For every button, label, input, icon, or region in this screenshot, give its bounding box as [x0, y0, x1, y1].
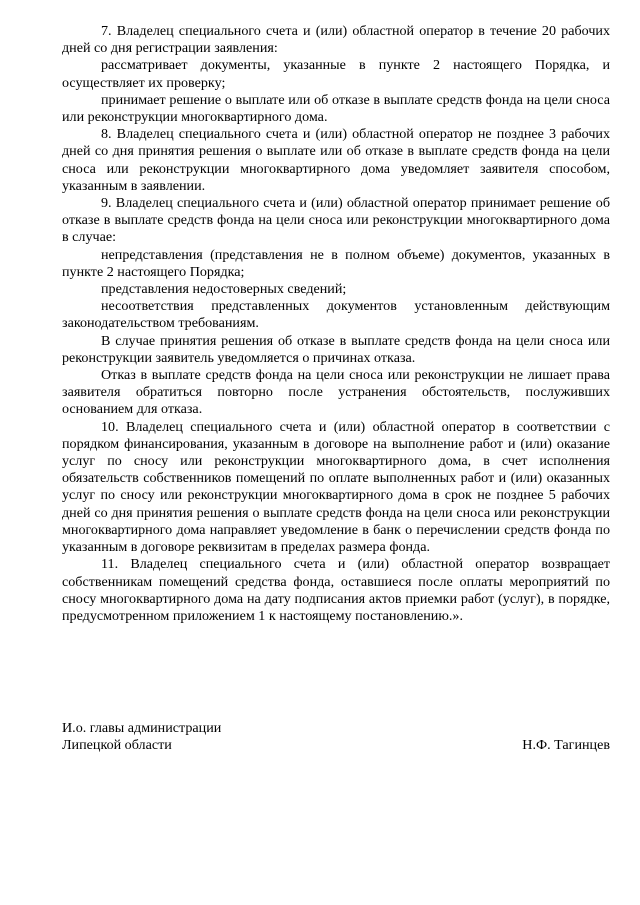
paragraph-9-intro: 9. Владелец специального счета и (или) областной оператор принимает решение об отказе в выплате средств фонда на цели сноса или реконструкции многоквартирного дома в случае: — [62, 195, 610, 246]
signatory-title-line-2: Липецкой области — [62, 737, 172, 754]
paragraph-7-intro: 7. Владелец специального счета и (или) областной оператор в течение 20 рабочих дней со дня регистрации заявления: — [62, 23, 610, 57]
paragraph-7-item-1: рассматривает документы, указанные в пункте 2 настоящего Порядка, и осуществляет их проверку; — [62, 57, 610, 91]
paragraph-9-item-2: представления недостоверных сведений; — [101, 281, 347, 298]
signature-block — [62, 720, 610, 754]
paragraph-10: 10. Владелец специального счета и (или) областной оператор в соответствии с порядком финансирования, указанным в договоре на выполнение работ и (или) оказание услуг по сносу или реконструкции многоквартирного дома, в счет исполнения обязательств собственников помещений по оплате выполненных работ и (или) оказанных услуг по сносу или реконструкции многоквартирного дома в срок не позднее 5 рабочих дней со дня принятия решения о выплате средств фонда на цели сноса или реконструкции многоквартирного дома направляет уведомление в банк о перечислении средств фонда по указанным в договоре реквизитам в пределах размера фонда. — [62, 418, 610, 556]
paragraph-8: 8. Владелец специального счета и (или) областной оператор не позднее 3 рабочих дней со дня принятия решения о выплате или об отказе в выплате средств фонда на цели сноса или реконструкции многоквартирного дома уведомляет заявителя способом, указанным в заявлении. — [62, 126, 610, 194]
signature-row — [62, 737, 610, 754]
paragraph-refusal-notice: В случае принятия решения об отказе в выплате средств фонда на цели сноса или реконструкции заявитель уведомляется о причинах отказа. — [62, 332, 610, 366]
paragraph-11: 11. Владелец специального счета и (или) областной оператор возвращает собственникам помещений средства фонда, оставшиеся после оплаты мероприятий по сносу многоквартирного дома на дату подписания актов приемки работ (услуг), в порядке, предусмотренном приложением 1 к настоящему постановлению.». — [62, 556, 610, 624]
signatory-title-line-1: И.о. главы администрации — [62, 720, 222, 736]
signatory-name: Н.Ф. Тагинцев — [522, 737, 610, 754]
paragraph-9-item-3: несоответствия представленных документов установленным действующим законодательством требованиям. — [62, 298, 610, 332]
document-body — [62, 23, 610, 625]
paragraph-9-item-1: непредставления (представления не в полном объеме) документов, указанных в пункте 2 настоящего Порядка; — [62, 246, 610, 280]
paragraph-7-item-2: принимает решение о выплате или об отказе в выплате средств фонда на цели сноса или реконструкции многоквартирного дома. — [62, 91, 610, 126]
paragraph-refusal-reapply: Отказ в выплате средств фонда на цели сноса или реконструкции не лишает права заявителя обратиться повторно после устранения обстоятельств, послуживших основанием для отказа. — [62, 367, 610, 418]
